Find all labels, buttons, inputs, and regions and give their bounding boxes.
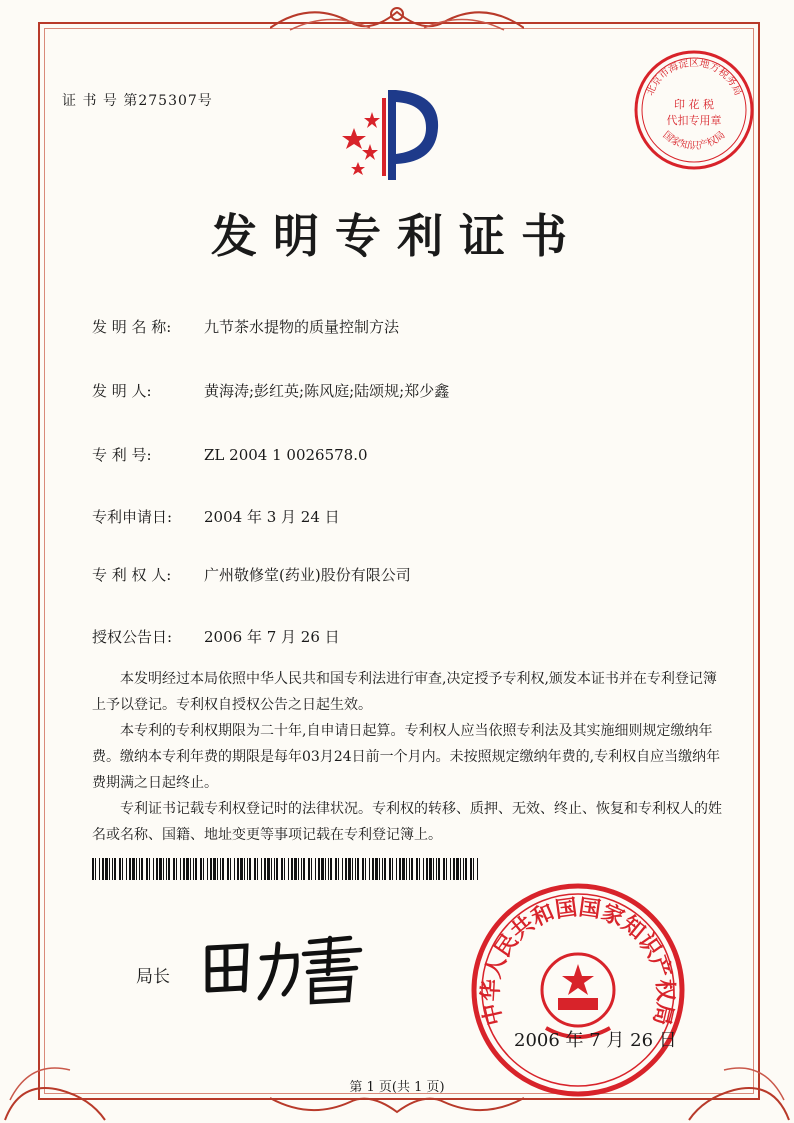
director-signature: [200, 928, 370, 1008]
barcode-bar: [141, 858, 143, 880]
barcode-bar: [139, 858, 140, 880]
barcode-bar: [159, 858, 162, 880]
barcode-bar: [257, 858, 258, 880]
barcode-bar: [429, 858, 432, 880]
barcode-bar: [470, 858, 472, 880]
barcode-bar: [190, 858, 191, 880]
issue-date: 2006 年 7 月 26 日: [514, 1030, 677, 1051]
director-label: 局长: [136, 967, 170, 987]
barcode-bar: [163, 858, 164, 880]
barcode-bar: [207, 858, 208, 880]
barcode-bar: [112, 858, 113, 880]
barcode-bar: [249, 858, 251, 880]
barcode-bar: [298, 858, 299, 880]
small-seal-bottom-text: 国家知识产权局: [660, 129, 728, 152]
barcode-bar: [271, 858, 272, 880]
small-seal-outer-text: 北京市海淀区地方税务局: [644, 58, 744, 98]
barcode-bar: [348, 858, 351, 880]
barcode-bar: [402, 858, 405, 880]
barcode-bar: [156, 858, 158, 880]
barcode-bar: [399, 858, 401, 880]
barcode-bar: [146, 858, 148, 880]
barcode-bar: [288, 858, 289, 880]
field-grant-date: [92, 626, 340, 647]
barcode-bar: [264, 858, 266, 880]
barcode-bar: [460, 858, 461, 880]
barcode-bar: [357, 858, 359, 880]
barcode-bar: [355, 858, 356, 880]
barcode-bar: [321, 858, 324, 880]
barcode-bar: [392, 858, 393, 880]
barcode-bar: [129, 858, 131, 880]
barcode-bar: [342, 858, 343, 880]
barcode-bar: [99, 858, 100, 880]
barcode-bar: [193, 858, 194, 880]
barcode-bar: [294, 858, 297, 880]
barcode-bar: [166, 858, 167, 880]
paragraph: 专利证书记载专利权登记时的法律状况。专利权的转移、质押、无效、终止、恢复和专利权人的姓名或名称、国籍、地址变更等事项记载在专利登记簿上。: [92, 801, 722, 843]
barcode-bar: [244, 858, 245, 880]
barcode-bar: [352, 858, 353, 880]
barcode-bar: [186, 858, 189, 880]
barcode-bar: [122, 858, 123, 880]
field-value: 黄海涛;彭红英;陈风庭;陆颂规;郑少鑫: [204, 382, 450, 400]
barcode-bar: [328, 858, 329, 880]
barcode-bar: [446, 858, 447, 880]
barcode-bar: [433, 858, 434, 880]
barcode-bar: [183, 858, 185, 880]
field-value: 广州敬修堂(药业)股份有限公司: [204, 566, 411, 584]
barcode-bar: [217, 858, 218, 880]
barcode-bar: [267, 858, 270, 880]
barcode-bar: [213, 858, 216, 880]
barcode-bar: [136, 858, 137, 880]
barcode-bar: [372, 858, 374, 880]
barcode-bar: [423, 858, 424, 880]
barcode-bar: [203, 858, 204, 880]
barcode-bar: [274, 858, 275, 880]
barcode-bar: [114, 858, 116, 880]
barcode-bar: [416, 858, 418, 880]
barcode-bar: [254, 858, 256, 880]
barcode-bar: [426, 858, 428, 880]
barcode-bar: [443, 858, 445, 880]
corner-ornament-bottom-left: [0, 1020, 110, 1123]
barcode-bar: [308, 858, 310, 880]
field-label: 发 明 名 称:: [92, 318, 172, 336]
barcode-bar: [237, 858, 239, 880]
field-value: 2004 年 3 月 24 日: [204, 508, 340, 526]
barcode-bar: [338, 858, 339, 880]
paragraph: 本专利的专利权期限为二十年,自申请日起算。专利权人应当依照专利法及其实施细则规定缴纳年费。缴纳本专利年费的期限是每年03月24日前一个月内。未按照规定缴纳年费的,专利权自应当缴纳年费期满之日起终止。: [92, 723, 721, 791]
barcode-bar: [409, 858, 410, 880]
barcode-bar: [465, 858, 467, 880]
tax-stamp-seal: [632, 48, 756, 172]
barcode-bar: [330, 858, 332, 880]
barcode-bar: [301, 858, 302, 880]
barcode-bar: [227, 858, 229, 880]
barcode-bar: [325, 858, 326, 880]
barcode-bar: [220, 858, 221, 880]
field-patent-number: [92, 444, 368, 465]
field-filing-date: [92, 506, 340, 527]
barcode-bar: [247, 858, 248, 880]
field-label: 专 利 号:: [92, 446, 152, 464]
barcode-bar: [281, 858, 283, 880]
barcode-bar: [463, 858, 464, 880]
field-value: ZL 2004 1 0026578.0: [204, 446, 368, 464]
certificate-number: 证 书 号 第275307号: [62, 93, 213, 109]
field-patentee: [92, 564, 411, 585]
barcode-bar: [453, 858, 455, 880]
barcode-bar: [456, 858, 459, 880]
barcode-bar: [419, 858, 420, 880]
barcode-bar: [153, 858, 154, 880]
barcode-bar: [230, 858, 231, 880]
document-title: 发明专利证书: [211, 209, 583, 263]
barcode-bar: [284, 858, 285, 880]
barcode-bar: [335, 858, 337, 880]
field-label: 发 明 人:: [92, 382, 152, 400]
small-seal-line1: 印 花 税: [674, 98, 714, 111]
barcode-bar: [396, 858, 397, 880]
barcode-bar: [180, 858, 181, 880]
barcode-bar: [276, 858, 278, 880]
barcode-bar: [315, 858, 316, 880]
national-ip-office-seal: [468, 880, 688, 1100]
barcode-bar: [210, 858, 212, 880]
certificate-body: [92, 666, 722, 848]
barcode-bar: [362, 858, 364, 880]
barcode-bar: [105, 858, 108, 880]
barcode-bar: [195, 858, 197, 880]
barcode-bar: [375, 858, 378, 880]
barcode-bar: [473, 858, 474, 880]
barcode-bar: [406, 858, 407, 880]
patent-office-logo: [340, 84, 450, 184]
top-ornament: [270, 0, 524, 40]
field-invention-name: [92, 316, 399, 337]
barcode-bar: [345, 858, 347, 880]
barcode-bar: [477, 858, 478, 880]
barcode-bar: [92, 858, 94, 880]
barcode-bar: [109, 858, 110, 880]
field-label: 专利申请日:: [92, 508, 173, 526]
barcode-bar: [149, 858, 150, 880]
barcode-bar: [168, 858, 170, 880]
barcode-bar: [384, 858, 386, 880]
barcode-bar: [365, 858, 366, 880]
barcode-bar: [389, 858, 391, 880]
corner-ornament-bottom-right: [684, 1020, 794, 1123]
barcode-bar: [311, 858, 312, 880]
small-seal-line2: 代扣专用章: [666, 114, 722, 127]
barcode-bar: [176, 858, 177, 880]
field-inventors: [92, 380, 449, 401]
barcode-bar: [411, 858, 413, 880]
paragraph: 本发明经过本局依照中华人民共和国专利法进行审查,决定授予专利权,颁发本证书并在专利登记簿上予以登记。专利权自授权公告之日起生效。: [92, 671, 717, 713]
barcode: [92, 858, 482, 880]
barcode-bar: [126, 858, 127, 880]
barcode-bar: [450, 858, 451, 880]
page-number: 第 1 页(共 1 页): [349, 1080, 445, 1095]
barcode-bar: [318, 858, 320, 880]
svg-text:国家知识产权局: [660, 129, 727, 152]
barcode-bar: [132, 858, 135, 880]
barcode-bar: [369, 858, 370, 880]
barcode-bar: [379, 858, 380, 880]
barcode-bar: [200, 858, 202, 880]
field-label: 专 利 权 人:: [92, 566, 172, 584]
barcode-bar: [102, 858, 104, 880]
barcode-bar: [234, 858, 235, 880]
barcode-bar: [222, 858, 224, 880]
barcode-bar: [436, 858, 437, 880]
field-value: 九节茶水提物的质量控制方法: [204, 318, 400, 336]
barcode-bar: [119, 858, 121, 880]
barcode-bar: [291, 858, 293, 880]
big-seal-text: 中华人民共和国国家知识产权局: [478, 895, 678, 1028]
barcode-bar: [261, 858, 262, 880]
barcode-bar: [438, 858, 440, 880]
barcode-bar: [382, 858, 383, 880]
barcode-bar: [173, 858, 175, 880]
barcode-bar: [240, 858, 243, 880]
barcode-bar: [303, 858, 305, 880]
field-value: 2006 年 7 月 26 日: [204, 628, 340, 646]
field-label: 授权公告日:: [92, 628, 173, 646]
barcode-bar: [95, 858, 96, 880]
